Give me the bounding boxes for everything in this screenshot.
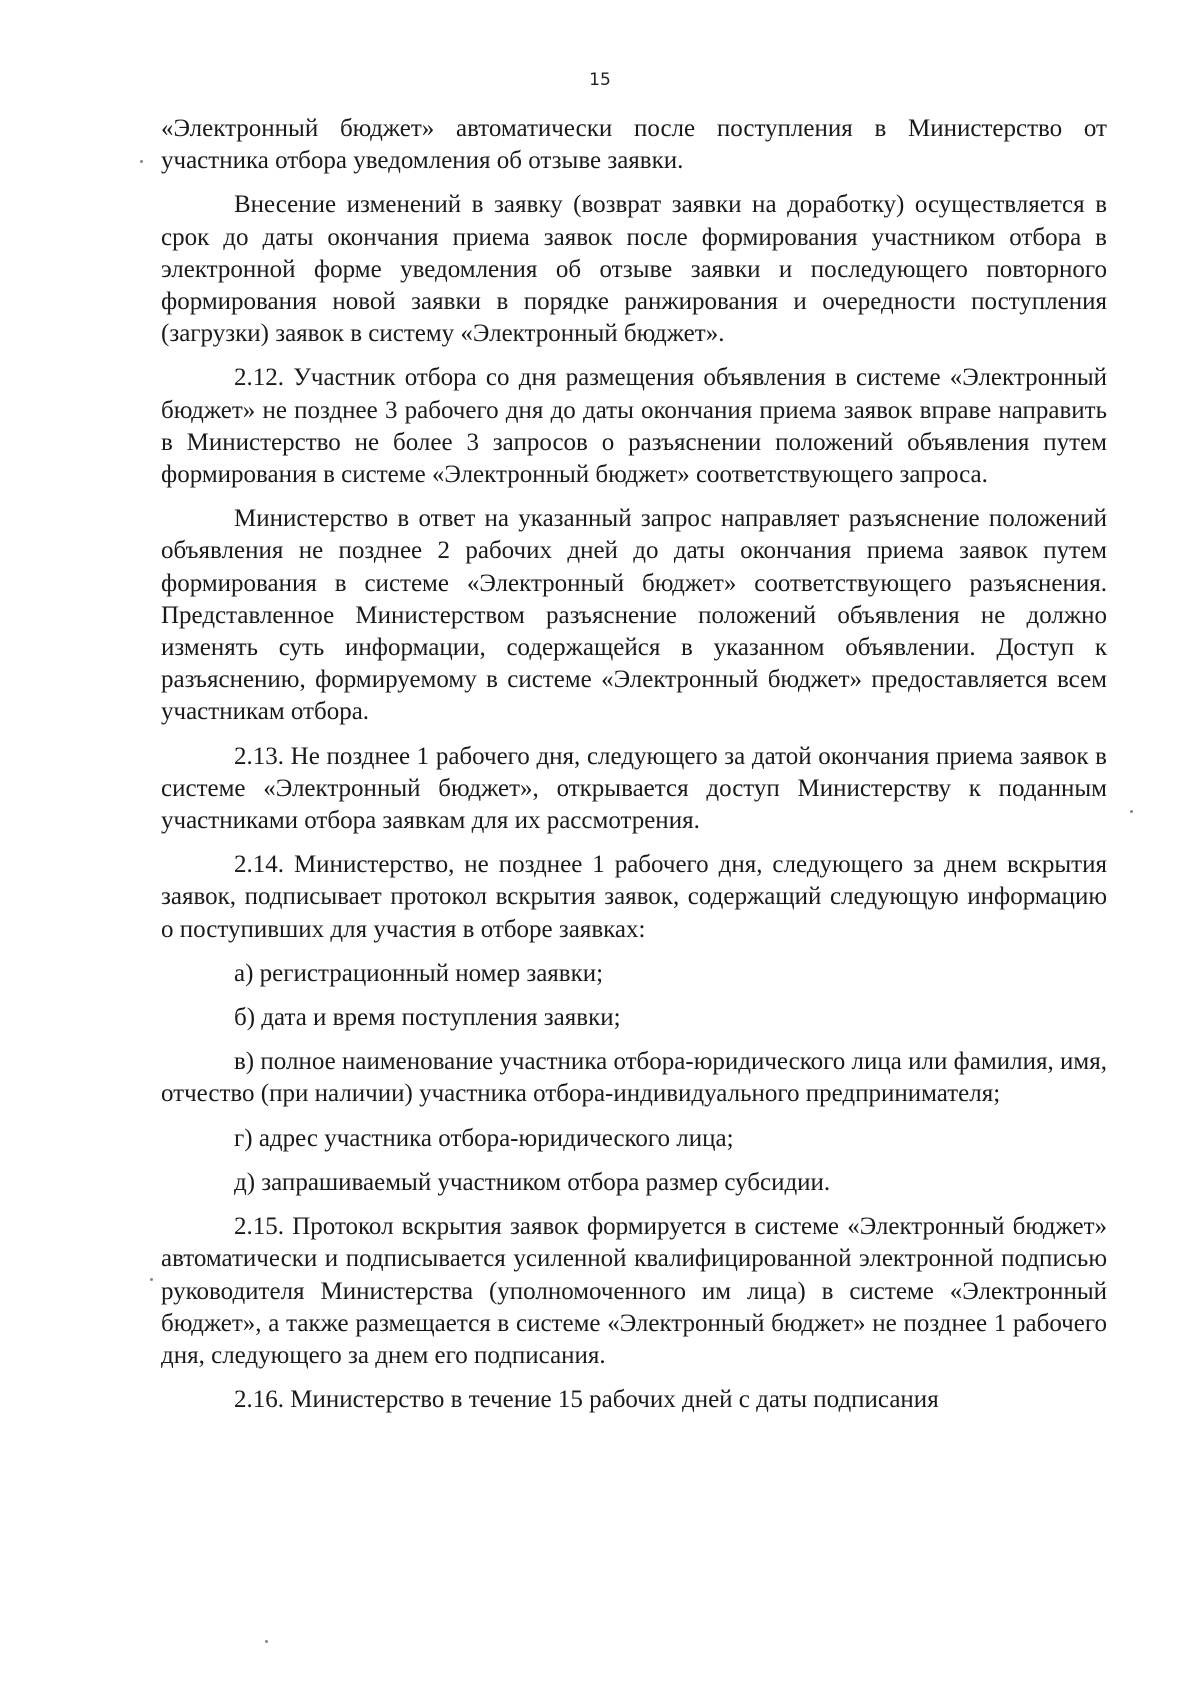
document-body — [161, 113, 1107, 1428]
paragraph-continuation: «Электронный бюджет» автоматически после поступления в Министерство от участника отбора уведомления об отзыве заявки. — [161, 115, 1107, 175]
paragraph-clarification: Министерство в ответ на указанный запрос направляет разъяснение положений объявления не позднее 2 рабочих дней до даты окончания приема заявок путем формирования в системе «Электронный бюджет» соответствующего разъяснения. Представленное Министерством разъяснение положений объявления не должно изменять суть информации, содержащейся в указанном объявлении. Доступ к разъяснению, формируемому в системе «Электронный бюджет» предоставляется всем участникам отбора. — [161, 505, 1107, 726]
list-item-v: в) полное наименование участника отбора-юридического лица или фамилия, имя, отчество (при наличии) участника отбора-индивидуального предпринимателя; — [161, 1048, 1107, 1108]
paragraph-2-13: 2.13. Не позднее 1 рабочего дня, следующего за датой окончания приема заявок в системе «Электронный бюджет», открывается доступ Министерству к поданным участниками отбора заявкам для их рассмотрения. — [161, 742, 1107, 835]
paragraph-2-15: 2.15. Протокол вскрытия заявок формируется в системе «Электронный бюджет» автоматически и подписывается усиленной квалифицированной электронной подписью руководителя Министерства (уполномоченного им лица) в системе «Электронный бюджет», а также размещается в системе «Электронный бюджет» не позднее 1 рабочего дня, следующего за днем его подписания. — [161, 1213, 1107, 1369]
paragraph-2-14: 2.14. Министерство, не позднее 1 рабочего дня, следующего за днем вскрытия заявок, подписывает протокол вскрытия заявок, содержащий следующую информацию о поступивших для участия в отборе заявках: — [161, 851, 1107, 943]
list-item-a: а) регистрационный номер заявки; — [234, 959, 604, 987]
scan-speck — [150, 1278, 153, 1281]
list-item-g: г) адрес участника отбора-юридического лица; — [234, 1124, 734, 1152]
paragraph-2-16: 2.16. Министерство в течение 15 рабочих дней с даты подписания — [234, 1386, 939, 1414]
page-number: 15 — [589, 70, 611, 90]
list-item-b: б) дата и время поступления заявки; — [234, 1004, 621, 1032]
list-item-d: д) запрашиваемый участником отбора размер субсидии. — [234, 1168, 831, 1196]
paragraph-2-12: 2.12. Участник отбора со дня размещения объявления в системе «Электронный бюджет» не позднее 3 рабочего дня до даты окончания приема заявок вправе направить в Министерство не более 3 запросов о разъяснении положений объявления путем формирования в системе «Электронный бюджет» соответствующего запроса. — [161, 364, 1107, 489]
scan-speck — [265, 1640, 268, 1643]
scan-speck — [140, 160, 143, 163]
scan-speck — [1130, 810, 1133, 813]
paragraph-amendments: Внесение изменений в заявку (возврат заявки на доработку) осуществляется в срок до даты окончания приема заявок после формирования участником отбора в электронной форме уведомления об отзыве заявки и последующего повторного формирования новой заявки в порядке ранжирования и очередности поступления (загрузки) заявок в систему «Электронный бюджет». — [161, 191, 1107, 348]
